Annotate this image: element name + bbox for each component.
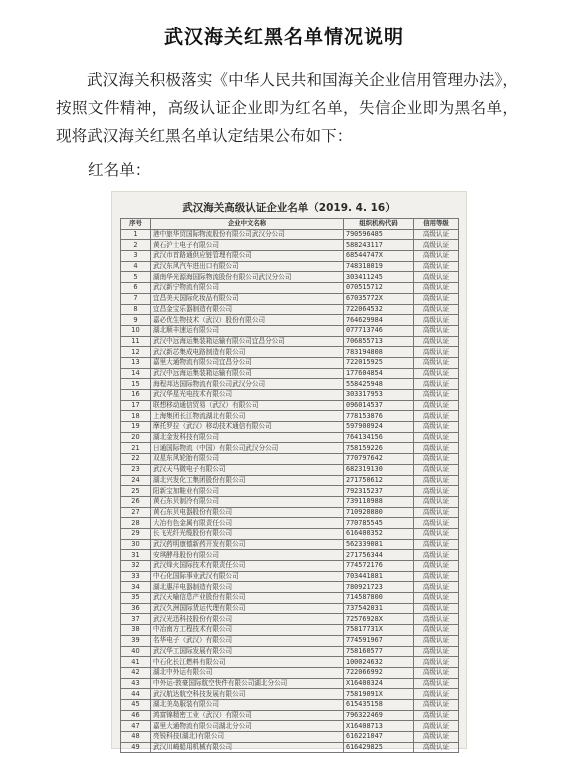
table-row (121, 550, 459, 561)
table-row (121, 571, 459, 582)
cell-index: 21 (121, 443, 151, 454)
table-row (121, 678, 459, 689)
cell-company-name: 湖北中外运有限公司 (151, 667, 344, 678)
document-title: 武汉海关红黑名单情况说明 (163, 26, 404, 48)
table-row (121, 721, 459, 732)
cell-org-code: 588243117 (344, 240, 414, 251)
cell-credit-level: 高级认证 (414, 550, 459, 561)
cell-index: 4 (121, 261, 151, 272)
cell-org-code: 710920880 (344, 507, 414, 518)
cell-company-name: 武汉药明康德新药开发有限公司 (151, 539, 344, 550)
cell-company-name: 中石化国际事业武汉有限公司 (151, 571, 344, 582)
cell-credit-level: 高级认证 (414, 646, 459, 657)
cell-credit-level: 高级认证 (414, 518, 459, 529)
cell-credit-level: 高级认证 (414, 496, 459, 507)
cell-company-name: 大冶有色金属有限责任公司 (151, 518, 344, 529)
table-row (121, 667, 459, 678)
table-row (121, 390, 459, 401)
cell-index: 43 (121, 678, 151, 689)
cell-org-code: 303411245 (344, 272, 414, 283)
cell-org-code: 774572176 (344, 561, 414, 572)
cell-credit-level: 高级认证 (414, 721, 459, 732)
cell-company-name: 亮锐科技(湖北)有限公司 (151, 732, 344, 743)
table-row (121, 486, 459, 497)
cell-credit-level: 高级认证 (414, 528, 459, 539)
header-company-name: 企业中文名称 (151, 219, 344, 230)
cell-company-name: 中外运-敦豪国际航空快件有限公司湖北分公司 (151, 678, 344, 689)
cell-company-name: 阳新宝加鞋业有限公司 (151, 486, 344, 497)
cell-index: 23 (121, 464, 151, 475)
table-row (121, 411, 459, 422)
cell-credit-level: 高级认证 (414, 657, 459, 668)
table-row (121, 507, 459, 518)
cell-org-code: 271756344 (344, 550, 414, 561)
cell-org-code: 758160577 (344, 646, 414, 657)
cell-index: 25 (121, 486, 151, 497)
table-row (121, 379, 459, 390)
cell-company-name: 武汉久洲国际货运代理有限公司 (151, 603, 344, 614)
cell-company-name: 湖北美岛服装有限公司 (151, 699, 344, 710)
cell-index: 29 (121, 528, 151, 539)
cell-credit-level: 高级认证 (414, 251, 459, 262)
cell-index: 36 (121, 603, 151, 614)
table-row (121, 528, 459, 539)
cell-index: 22 (121, 454, 151, 465)
table-row (121, 229, 459, 240)
cell-company-name: 名华电子（武汉）有限公司 (151, 635, 344, 646)
cell-index: 18 (121, 411, 151, 422)
cell-index: 44 (121, 689, 151, 700)
cell-company-name: 黄石沪士电子有限公司 (151, 240, 344, 251)
cell-index: 15 (121, 379, 151, 390)
cell-credit-level: 高级认证 (414, 603, 459, 614)
cell-org-code: X16408713 (344, 721, 414, 732)
cell-index: 28 (121, 518, 151, 529)
cell-org-code: 615435158 (344, 699, 414, 710)
cell-company-name: 武汉航达航空科技发展有限公司 (151, 689, 344, 700)
cell-company-name: 嘉必优生物技术（武汉）股份有限公司 (151, 315, 344, 326)
table-row (121, 710, 459, 721)
cell-credit-level: 高级认证 (414, 411, 459, 422)
cell-company-name: 嘉里大通物流有限公司宜昌分公司 (151, 357, 344, 368)
cell-credit-level: 高级认证 (414, 272, 459, 283)
cell-company-name: 武汉市首路通供应链管理有限公司 (151, 251, 344, 262)
cell-credit-level: 高级认证 (414, 699, 459, 710)
cell-credit-level: 高级认证 (414, 507, 459, 518)
cell-credit-level: 高级认证 (414, 678, 459, 689)
cell-credit-level: 高级认证 (414, 635, 459, 646)
cell-index: 34 (121, 582, 151, 593)
cell-index: 41 (121, 657, 151, 668)
cell-org-code: 796322469 (344, 710, 414, 721)
cell-index: 19 (121, 422, 151, 433)
cell-index: 47 (121, 721, 151, 732)
cell-index: 24 (121, 475, 151, 486)
cell-index: 40 (121, 646, 151, 657)
cell-index: 14 (121, 368, 151, 379)
table-row (121, 283, 459, 294)
cell-org-code: 077713746 (344, 325, 414, 336)
cell-company-name: 武汉华星光电技术有限公司 (151, 390, 344, 401)
cell-credit-level: 高级认证 (414, 336, 459, 347)
cell-company-name: 武汉中远海运集装箱运输有限公司 (151, 368, 344, 379)
cell-credit-level: 高级认证 (414, 475, 459, 486)
cell-index: 2 (121, 240, 151, 251)
table-row (121, 582, 459, 593)
cell-index: 33 (121, 571, 151, 582)
cell-org-code: 271750612 (344, 475, 414, 486)
cell-index: 7 (121, 293, 151, 304)
cell-company-name: 湖北金发科技有限公司 (151, 432, 344, 443)
table-row (121, 357, 459, 368)
table-row (121, 347, 459, 358)
cell-company-name: 武汉川崎船用机械有限公司 (151, 742, 344, 753)
cell-org-code: 770785545 (344, 518, 414, 529)
cell-index: 6 (121, 283, 151, 294)
cell-credit-level: 高级认证 (414, 422, 459, 433)
cell-credit-level: 高级认证 (414, 689, 459, 700)
table-row (121, 454, 459, 465)
cell-company-name: 武汉天喻信息产业股份有限公司 (151, 593, 344, 604)
table-row (121, 443, 459, 454)
cell-index: 42 (121, 667, 151, 678)
cell-company-name: 武汉华工国际发展有限公司 (151, 646, 344, 657)
cell-company-name: 黄石东贝制冷有限公司 (151, 496, 344, 507)
cell-credit-level: 高级认证 (414, 283, 459, 294)
table-row (121, 657, 459, 668)
cell-credit-level: 高级认证 (414, 357, 459, 368)
cell-credit-level: 高级认证 (414, 368, 459, 379)
cell-org-code: 558425948 (344, 379, 414, 390)
cell-index: 8 (121, 304, 151, 315)
table-row (121, 315, 459, 326)
cell-org-code: 682319130 (344, 464, 414, 475)
cell-org-code: 562339081 (344, 539, 414, 550)
cell-org-code: 703441881 (344, 571, 414, 582)
scanned-list-image (112, 192, 466, 752)
cell-index: 35 (121, 593, 151, 604)
cell-company-name: 武汉中远海运集装箱运输有限公司宜昌分公司 (151, 336, 344, 347)
cell-credit-level: 高级认证 (414, 561, 459, 572)
cell-credit-level: 高级认证 (414, 539, 459, 550)
cell-index: 12 (121, 347, 151, 358)
table-row (121, 742, 459, 753)
cell-org-code: 792315237 (344, 486, 414, 497)
cell-org-code: 714587800 (344, 593, 414, 604)
cell-index: 26 (121, 496, 151, 507)
cell-credit-level: 高级认证 (414, 379, 459, 390)
table-row (121, 561, 459, 572)
cell-company-name: 武汉光迅科技股份有限公司 (151, 614, 344, 625)
cell-index: 30 (121, 539, 151, 550)
table-row (121, 464, 459, 475)
cell-index: 48 (121, 732, 151, 743)
cell-index: 20 (121, 432, 151, 443)
table-row (121, 518, 459, 529)
cell-credit-level: 高级认证 (414, 571, 459, 582)
cell-credit-level: 高级认证 (414, 261, 459, 272)
cell-org-code: 748318019 (344, 261, 414, 272)
table-row (121, 240, 459, 251)
cell-index: 13 (121, 357, 151, 368)
cell-company-name: 嘉里大通物流有限公司湖北分公司 (151, 721, 344, 732)
cell-org-code: 177604854 (344, 368, 414, 379)
cell-org-code: 68544747X (344, 251, 414, 262)
cell-company-name: 黄石东贝电器股份有限公司 (151, 507, 344, 518)
cell-credit-level: 高级认证 (414, 732, 459, 743)
table-header-row (121, 219, 459, 230)
cell-org-code: 616429825 (344, 742, 414, 753)
cell-credit-level: 高级认证 (414, 432, 459, 443)
table-row (121, 293, 459, 304)
cell-credit-level: 高级认证 (414, 347, 459, 358)
cell-org-code: 737542031 (344, 603, 414, 614)
cell-credit-level: 高级认证 (414, 240, 459, 251)
table-row (121, 422, 459, 433)
cell-org-code: 75819091X (344, 689, 414, 700)
cell-company-name: 湖北惠洋电器制造有限公司 (151, 582, 344, 593)
cell-company-name: 湖南华光源海国际物流股份有限公司武汉分公司 (151, 272, 344, 283)
table-row (121, 325, 459, 336)
cell-index: 5 (121, 272, 151, 283)
cell-org-code: 096014537 (344, 400, 414, 411)
table-row (121, 272, 459, 283)
table-row (121, 614, 459, 625)
cell-org-code: 758159226 (344, 443, 414, 454)
cell-org-code: X16400324 (344, 678, 414, 689)
cell-org-code: 790596485 (344, 229, 414, 240)
table-row (121, 625, 459, 636)
cell-org-code: 778153876 (344, 411, 414, 422)
cell-index: 1 (121, 229, 151, 240)
cell-company-name: 湖北兴发化工集团股份有限公司 (151, 475, 344, 486)
table-row (121, 539, 459, 550)
header-credit-level: 信用等级 (414, 219, 459, 230)
cell-company-name: 安琪酵母股份有限公司 (151, 550, 344, 561)
cell-company-name: 日通国际物流（中国）有限公司武汉分公司 (151, 443, 344, 454)
table-row (121, 732, 459, 743)
table-row (121, 251, 459, 262)
cell-org-code: 303317953 (344, 390, 414, 401)
cell-index: 9 (121, 315, 151, 326)
cell-credit-level: 高级认证 (414, 304, 459, 315)
cell-credit-level: 高级认证 (414, 443, 459, 454)
cell-index: 45 (121, 699, 151, 710)
header-index: 序号 (121, 219, 151, 230)
cell-credit-level: 高级认证 (414, 454, 459, 465)
cell-org-code: 616400352 (344, 528, 414, 539)
cell-index: 46 (121, 710, 151, 721)
cell-org-code: 780921723 (344, 582, 414, 593)
red-list-label: 红名单： (88, 161, 151, 179)
cell-company-name: 中石化长江燃料有限公司 (151, 657, 344, 668)
cell-company-name: 宜昌美天国际化妆品有限公司 (151, 293, 344, 304)
cell-company-name: 双星东风轮胎有限公司 (151, 454, 344, 465)
cell-company-name: 武汉烽火国际技术有限责任公司 (151, 561, 344, 572)
table-row (121, 261, 459, 272)
cell-index: 16 (121, 390, 151, 401)
cell-credit-level: 高级认证 (414, 325, 459, 336)
cell-org-code: 722015925 (344, 357, 414, 368)
cell-index: 39 (121, 635, 151, 646)
table-row (121, 496, 459, 507)
cell-index: 3 (121, 251, 151, 262)
cell-company-name: 上海集团长江物流湖北有限公司 (151, 411, 344, 422)
cell-credit-level: 高级认证 (414, 625, 459, 636)
cell-org-code: 770797642 (344, 454, 414, 465)
cell-company-name: 武汉新芯集成电路制造有限公司 (151, 347, 344, 358)
cell-org-code: 706855713 (344, 336, 414, 347)
cell-company-name: 港中旅华贸国际物流股份有限公司武汉分公司 (151, 229, 344, 240)
cell-company-name: 鸿富锦精密工业（武汉）有限公司 (151, 710, 344, 721)
cell-org-code: 764629984 (344, 315, 414, 326)
cell-company-name: 武汉东风汽车进出口有限公司 (151, 261, 344, 272)
cell-credit-level: 高级认证 (414, 593, 459, 604)
cell-index: 49 (121, 742, 151, 753)
cell-company-name: 湖北顺丰速运有限公司 (151, 325, 344, 336)
cell-credit-level: 高级认证 (414, 667, 459, 678)
table-row (121, 475, 459, 486)
cell-credit-level: 高级认证 (414, 742, 459, 753)
cell-org-code: 67035772X (344, 293, 414, 304)
table-row (121, 689, 459, 700)
cell-org-code: 597900924 (344, 422, 414, 433)
cell-credit-level: 高级认证 (414, 390, 459, 401)
table-row (121, 304, 459, 315)
cell-index: 37 (121, 614, 151, 625)
cell-index: 31 (121, 550, 151, 561)
table-row (121, 368, 459, 379)
table-row (121, 699, 459, 710)
cell-org-code: 783194808 (344, 347, 414, 358)
cell-index: 27 (121, 507, 151, 518)
cell-credit-level: 高级认证 (414, 614, 459, 625)
cell-org-code: 616221047 (344, 732, 414, 743)
cell-index: 17 (121, 400, 151, 411)
cell-company-name: 中冶南方工程技术有限公司 (151, 625, 344, 636)
table-row (121, 593, 459, 604)
cell-index: 38 (121, 625, 151, 636)
cell-org-code: 739110988 (344, 496, 414, 507)
cell-org-code: 100024632 (344, 657, 414, 668)
cell-org-code: 070515712 (344, 283, 414, 294)
cell-credit-level: 高级认证 (414, 486, 459, 497)
cell-credit-level: 高级认证 (414, 464, 459, 475)
cell-credit-level: 高级认证 (414, 315, 459, 326)
table-row (121, 336, 459, 347)
cell-company-name: 宜昌金宝乐器制造有限公司 (151, 304, 344, 315)
cell-credit-level: 高级认证 (414, 582, 459, 593)
cell-company-name: 长飞光纤光缆股份有限公司 (151, 528, 344, 539)
certified-enterprise-table (120, 218, 459, 753)
cell-credit-level: 高级认证 (414, 710, 459, 721)
table-row (121, 646, 459, 657)
cell-credit-level: 高级认证 (414, 400, 459, 411)
cell-org-code: 722066992 (344, 667, 414, 678)
scanned-list-title: 武汉海关高级认证企业名单（2019. 4. 16） (182, 202, 396, 214)
cell-company-name: 海程邦达国际物流有限公司武汉分公司 (151, 379, 344, 390)
cell-org-code: 722064532 (344, 304, 414, 315)
cell-org-code: 75817731X (344, 625, 414, 636)
table-row (121, 603, 459, 614)
cell-company-name: 联想移动通信贸易（武汉）有限公司 (151, 400, 344, 411)
table-row (121, 635, 459, 646)
table-body (121, 229, 459, 753)
table-row (121, 400, 459, 411)
cell-index: 10 (121, 325, 151, 336)
cell-index: 32 (121, 561, 151, 572)
table-row (121, 432, 459, 443)
cell-org-code: 774591967 (344, 635, 414, 646)
cell-index: 11 (121, 336, 151, 347)
cell-company-name: 武汉天马微电子有限公司 (151, 464, 344, 475)
cell-credit-level: 高级认证 (414, 293, 459, 304)
intro-paragraph: 武汉海关积极落实《中华人民共和国海关企业信用管理办法》，按照文件精神，高级认证企业即为红名单，失信企业即为黑名单，现将武汉海关红黑名单认定结果公布如下： (56, 71, 518, 145)
cell-company-name: 武汉新宁物流有限公司 (151, 283, 344, 294)
cell-org-code: 764134156 (344, 432, 414, 443)
header-org-code: 组织机构代码 (344, 219, 414, 230)
cell-org-code: 72576928X (344, 614, 414, 625)
cell-company-name: 摩托罗拉（武汉）移动技术通信有限公司 (151, 422, 344, 433)
cell-credit-level: 高级认证 (414, 229, 459, 240)
